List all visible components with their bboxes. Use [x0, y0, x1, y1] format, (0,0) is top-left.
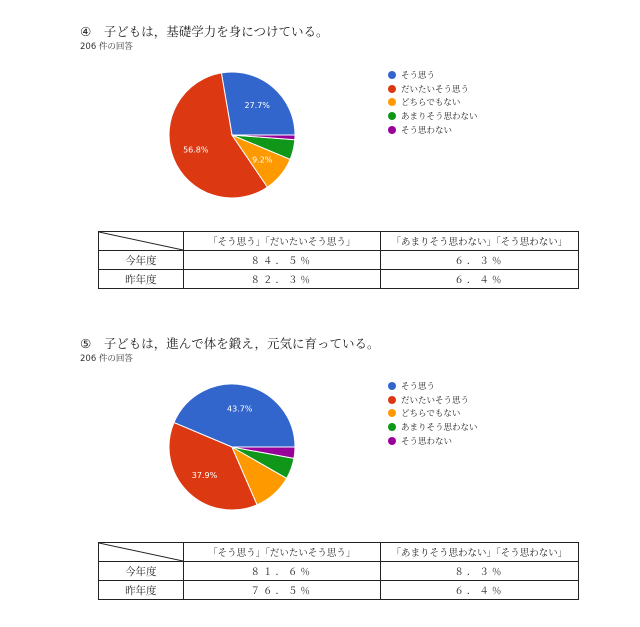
legend-label: だいたいそう思う [401, 84, 470, 95]
legend-swatch [388, 396, 396, 404]
legend-item-daitai [388, 393, 478, 407]
pie-data-label: 43.7% [226, 404, 253, 414]
legend-swatch [388, 382, 396, 390]
table-row [99, 581, 579, 600]
table-row [99, 270, 579, 289]
column-header-negative: 「あまりそう思わない」「そう思わない」 [380, 543, 578, 562]
chart-legend [388, 68, 478, 137]
comparison-table [98, 231, 579, 289]
legend-item-dochira [388, 96, 478, 110]
legend-swatch [388, 112, 396, 120]
row-label-last-year: 昨年度 [99, 270, 184, 289]
legend-label: どちらでもない [401, 98, 461, 109]
pie-data-label: 27.7% [244, 101, 270, 111]
legend-item-so-omowanai [388, 434, 478, 448]
table-row [99, 562, 579, 581]
question-title: ④ 子どもは，基礎学力を身につけている。 [80, 24, 329, 39]
legend-item-so-omou [388, 68, 478, 82]
pie-data-label: 56.8% [183, 145, 209, 155]
legend-item-so-omowanai [388, 123, 478, 137]
pie-chart [0, 0, 640, 220]
legend-label: そう思う [401, 70, 436, 81]
question-title: ⑤ 子どもは，進んで体を鍛え，元気に育っている。 [80, 336, 380, 351]
column-header-negative: 「あまりそう思わない」「そう思わない」 [380, 232, 578, 251]
response-count: 206 件の回答 [80, 354, 133, 364]
legend-item-amari [388, 109, 478, 123]
legend-swatch [388, 437, 396, 445]
legend-label: そう思わない [401, 126, 453, 137]
table-header-row [99, 543, 579, 562]
row-label-last-year: 昨年度 [99, 581, 184, 600]
table-header-row [99, 232, 579, 251]
legend-label: あまりそう思わない [401, 423, 478, 434]
cell-positive-last-year: ８２．３％ [183, 270, 380, 289]
legend-label: あまりそう思わない [401, 112, 478, 123]
chart-legend [388, 379, 478, 448]
legend-label: そう思わない [401, 437, 453, 448]
legend-item-dochira [388, 407, 478, 421]
comparison-table [98, 542, 579, 600]
table-row [99, 251, 579, 270]
cell-positive-this-year: ８１．６％ [183, 562, 380, 581]
legend-swatch [388, 126, 396, 134]
response-count: 206 件の回答 [80, 42, 133, 52]
legend-label: そう思う [401, 381, 436, 392]
cell-positive-this-year: ８４．５％ [183, 251, 380, 270]
column-header-positive: 「そう思う」「だいたいそう思う」 [183, 232, 380, 251]
legend-swatch [388, 71, 396, 79]
cell-positive-last-year: ７６．５％ [183, 581, 380, 600]
pie-chart [0, 313, 640, 533]
cell-negative-last-year: ６．４％ [380, 581, 578, 600]
pie-data-label: 37.9% [191, 470, 218, 480]
cell-negative-last-year: ６．４％ [380, 270, 578, 289]
cell-negative-this-year: ６．３％ [380, 251, 578, 270]
row-label-this-year: 今年度 [99, 562, 184, 581]
diagonal-corner-cell [99, 543, 184, 562]
legend-item-amari [388, 420, 478, 434]
cell-negative-this-year: ８．３％ [380, 562, 578, 581]
legend-item-daitai [388, 82, 478, 96]
legend-swatch [388, 98, 396, 106]
diagonal-corner-cell [99, 232, 184, 251]
row-label-this-year: 今年度 [99, 251, 184, 270]
legend-item-so-omou [388, 379, 478, 393]
legend-swatch [388, 85, 396, 93]
legend-swatch [388, 409, 396, 417]
pie-data-label: 9.2% [252, 155, 273, 165]
column-header-positive: 「そう思う」「だいたいそう思う」 [183, 543, 380, 562]
legend-swatch [388, 423, 396, 431]
legend-label: どちらでもない [401, 409, 461, 420]
legend-label: だいたいそう思う [401, 395, 470, 406]
